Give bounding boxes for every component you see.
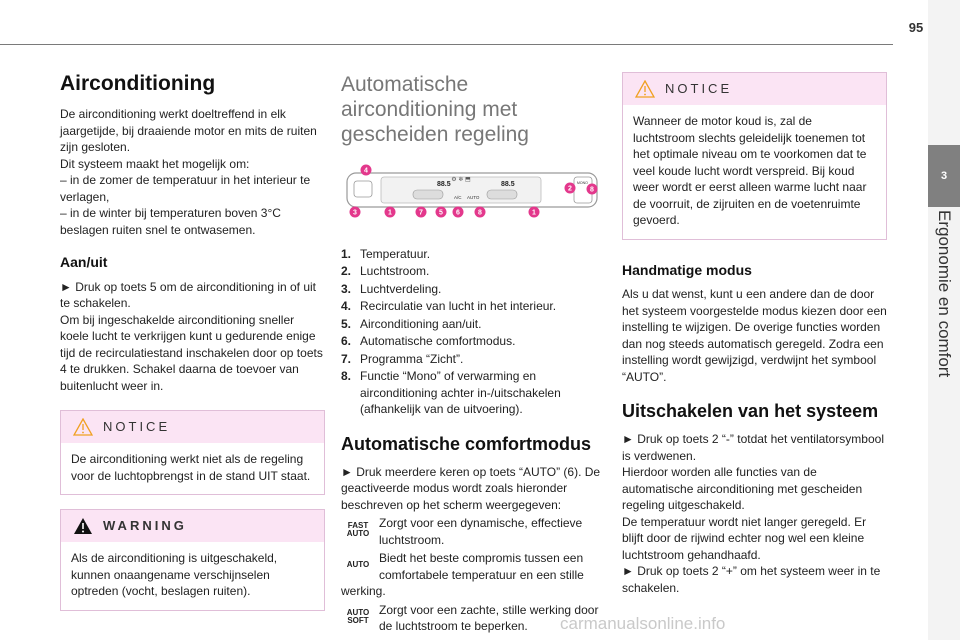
mono-button-label: MONO [577, 181, 588, 185]
column-3 [622, 60, 887, 596]
section-title-auto-ac: Automatische airconditioning met gescheiden regeling [341, 73, 529, 146]
comfort-intro: ► Druk meerdere keren op toets “AUTO” (6). De geactiveerde modus wordt zoals hieronder beschreven op het scherm weergegeven: [341, 464, 601, 512]
section-title-comfort-mode: Automatische comfortmodus [341, 433, 592, 454]
ac-panel-drawing [341, 161, 606, 223]
warning-triangle-icon [635, 80, 655, 98]
notice-header [61, 411, 324, 443]
aanuit-paragraph: Om bij ingeschakelde airconditioning sneller koele lucht te verkrijgen kunt u gedurende enige tijd de recirculatiestand inschakelen door op toets 4 te drukken. Schakel daarna de toevoer van buitenlucht weer in. [60, 312, 323, 393]
auto-icon: AUTO [346, 560, 370, 569]
subsection-title-manual-mode: Handmatige modus [622, 261, 752, 278]
chapter-number-tab[interactable]: 3 [928, 145, 960, 207]
right-temp-readout: 88.5 [501, 181, 515, 188]
notice-label: NOTICE [665, 80, 733, 96]
svg-text:⚙ ❄ ⬒: ⚙ ❄ ⬒ [451, 177, 471, 183]
callout-5: 5 [439, 209, 443, 217]
intro-paragraph: – in de zomer de temperatuur in het interieur te verlagen, [60, 173, 311, 204]
warning-triangle-icon [73, 418, 93, 436]
warning-box [60, 509, 325, 611]
callout-8-right: 8 [590, 186, 594, 194]
off-paragraph: De temperatuur wordt niet langer geregeld. Er blijft door de rijwind echter nog wel een kleine luchtstroom gehandhaafd. [622, 514, 867, 562]
column-2 [341, 60, 606, 637]
mode-fast-auto: FAST AUTO Zorgt voor een dynamische, effectieve luchtstroom. [341, 515, 606, 548]
callout-1: 1 [388, 209, 392, 217]
section-title-system-off: Uitschakelen van het systeem [622, 401, 879, 421]
list-item: 8. Functie “Mono” of verwarming en airconditioning achter in-/uitschakelen (afhankelijk van de uitvoering). [341, 369, 561, 416]
list-item: 3. Luchtverdeling. [341, 281, 442, 296]
list-item: 5. Airconditioning aan/uit. [341, 316, 482, 331]
section-title-airconditioning: Airconditioning [60, 72, 216, 95]
left-temp-readout: 88.5 [437, 181, 451, 188]
watermark: carmanualsonline.info [560, 614, 726, 633]
callout-7: 7 [419, 209, 423, 217]
page-number: 95 [908, 20, 924, 35]
header-rule [0, 44, 893, 45]
notice-label: NOTICE [103, 418, 171, 434]
warning-header [61, 510, 324, 542]
list-item: 6. Automatische comfortmodus. [341, 334, 516, 348]
fast-auto-icon: FAST AUTO [346, 521, 370, 538]
intro-paragraph: De airconditioning werkt doeltreffend in elk jaargetijde, bij draaiende motor en mits de ruiten zijn gesloten. [60, 107, 317, 154]
ac-control-panel-illustration [341, 161, 606, 228]
column-1 [60, 60, 325, 625]
list-item: 7. Programma “Zicht”. [341, 351, 464, 366]
callout-3: 3 [353, 209, 357, 217]
aanuit-paragraph: ► Druk op toets 5 om de airconditioning in of uit te schakelen. [60, 279, 317, 310]
off-paragraph: Hierdoor worden alle functies van de automatische airconditioning met gescheiden regeling uitgeschakeld. [622, 465, 863, 512]
notice-box [60, 410, 325, 495]
off-paragraph: ► Druk op toets 2 “-” totdat het ventilatorsymbool is verdwenen. [622, 432, 884, 463]
list-item: 2. Luchtstroom. [341, 264, 430, 278]
callout-1-right: 1 [532, 209, 536, 217]
list-item: 1. Temperatuur. [341, 246, 431, 261]
notice-text: De airconditioning werkt niet als de regeling voor de luchtopbrengst in de stand UIT staat. [71, 452, 311, 483]
subsection-title-aanuit: Aan/uit [60, 254, 108, 270]
notice-box [622, 72, 887, 240]
mode-auto: AUTO Biedt het beste compromis tussen een comfortabele temperatuur en een stille werking. [341, 551, 584, 598]
chapter-title: Ergonomie en comfort [935, 210, 954, 378]
list-item: 4. Recirculatie van lucht in het interieur. [341, 299, 557, 313]
auto-soft-icon: AUTO SOFT [346, 607, 370, 625]
callout-4: 4 [364, 167, 368, 175]
warning-triangle-icon [73, 517, 93, 535]
off-paragraph: ► Druk op toets 2 “+” om het systeem weer in te schakelen. [622, 564, 881, 595]
notice-text: Wanneer de motor koud is, zal de luchtstroom slechts geleidelijk toenemen tot het optimale niveau om te voorkomen dat te veel koude lucht wordt verspreid. Bij koud weer wordt er eerst alleen warme lucht naar de voorruit, de zijruiten en de voetenruimte gevoerd. [633, 114, 867, 227]
callout-6: 6 [456, 209, 460, 217]
controls-legend-list [341, 246, 606, 418]
mode-auto-soft: AUTO SOFT Zorgt voor een zachte, stille werking door de luchtstroom te beperken. [341, 602, 606, 635]
ac-button-label: A/C [454, 195, 462, 200]
intro-paragraph: Dit systeem maakt het mogelijk om: [60, 156, 250, 171]
callout-2: 2 [568, 185, 572, 193]
manual-paragraph: Als u dat wenst, kunt u een andere dan de door het systeem voorgestelde modus kiezen door een instelling te wijzigen. De overige functies worden dan nog steeds automatisch geregeld. Zodra een instelling wordt gewijzigd, verdwijnt het symbool “AUTO”. [622, 287, 887, 384]
warning-text: Als de airconditioning is uitgeschakeld, kunnen onaangename verschijnselen optreden (vocht, beslagen ruiten). [71, 551, 278, 598]
warning-label: WARNING [103, 517, 187, 533]
auto-button-label: AUTO [467, 195, 480, 200]
callout-8: 8 [478, 209, 482, 217]
intro-paragraph: – in de winter bij temperaturen boven 3°C beslagen ruiten snel te ontwasemen. [60, 206, 281, 237]
notice-header [623, 73, 886, 105]
